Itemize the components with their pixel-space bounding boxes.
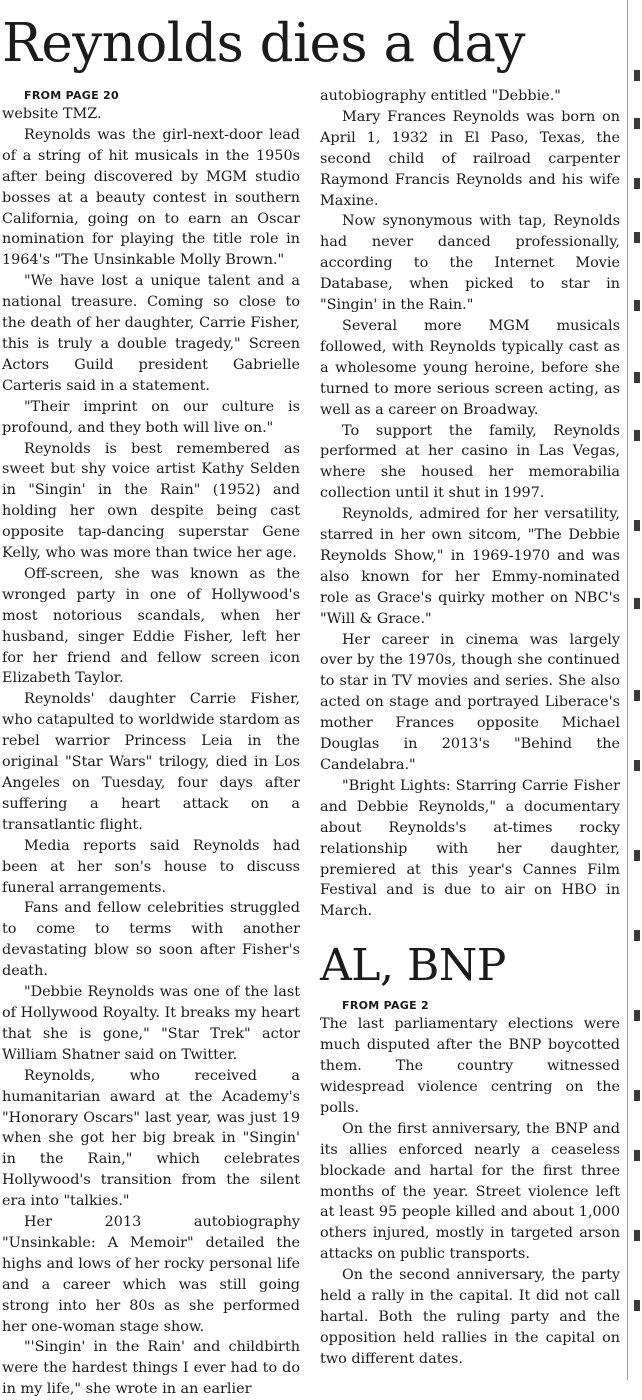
paragraph: Media reports said Reynolds had been at her son's house to discuss funeral arrangements. [2,837,300,896]
paragraph: The last parliamentary elections were much disputed after the BNP boycotted them. The country witnessed widespread violence centring on the polls. [320,1016,620,1116]
paragraph: autobiography entitled "Debbie." [320,88,561,104]
paragraph: On the second anniversary, the party held a rally in the capital. It did not call hartal. Both the ruling party and the opposition held rallies in the capital on two different dates. [320,1267,620,1367]
paragraph: Off-screen, she was known as the wronged party in one of Hollywood's most notorious scandals, when her husband, singer Eddie Fisher, left her for her friend and fellow screen icon Elizabeth Taylor. [2,565,300,687]
paragraph: Reynolds, who received a humanitarian award at the Academy's "Honorary Oscars" last year, was just 19 when she got her big break in "Singin' in the Rain," which celebrates Hollywood's transition from the silent era into "talkies." [2,1067,300,1210]
paragraph: Reynolds was the girl-next-door lead of a string of hit musicals in the 1950s after being discovered by MGM studio bosses at a beauty contest in southern California, going on to earn an Oscar nomination for playing the title role in 1964's "The Unsinkable Molly Brown." [2,126,300,269]
second-headline: AL, BNP [320,940,506,992]
paragraph: To support the family, Reynolds performed at her casino in Las Vegas, where she housed her memorabilia collection until it shut in 1997. [320,422,620,502]
jump-line: FROM PAGE 2 [342,999,430,1013]
paragraph: Mary Frances Reynolds was born on April 1, 1932 in El Paso, Texas, the second child of railroad carpenter Raymond Francis Reynolds and his wife Maxine. [320,108,620,209]
paragraph: Reynolds' daughter Carrie Fisher, who catapulted to worldwide stardom as rebel warrior Princess Leia in the original "Star Wars" trilogy, died in Los Angeles on Tuesday, four days after suffering a heart attack on a transatlantic flight. [2,691,300,833]
paragraph: Now synonymous with tap, Reynolds had never danced professionally, according to the Internet Movie Database, when picked to star in "Singin' in the Rain." [320,213,620,314]
paragraph: Her 2013 autobiography "Unsinkable: A Memoir" detailed the highs and lows of her rocky personal life and a career which was still going strong into her 80s as she performed her one-woman stage show. [2,1214,300,1335]
paragraph: Several more MGM musicals followed, with Reynolds typically cast as a wholesome young heroine, before she turned to more serious screen acting, as well as a career on Broadway. [320,317,620,418]
paragraph: "Debbie Reynolds was one of the last of Hollywood Royalty. It breaks my heart that she is gone," "Star Trek" actor William Shatner said on Twitter. [2,984,300,1063]
column-left [2,86,300,1400]
paragraph: Her career in cinema was largely over by the 1970s, though she continued to star in TV movies and series. She also acted on stage and portrayed Liberace's mother Frances opposite Michael Douglas in 2013's "Behind the Candelabra." [320,631,620,773]
paragraph: "We have lost a unique talent and a national treasure. Coming so close to the death of her daughter, Carrie Fisher, this is truly a double tragedy," Screen Actors Guild president Gabrielle Carteris said in a statement. [2,273,300,394]
column-divider [627,0,628,1380]
paragraph: "'Singin' in the Rain' and childbirth were the hardest things I ever had to do in my life," she wrote in an earlier [2,1339,300,1398]
paragraph: "Bright Lights: Starring Carrie Fisher and Debbie Reynolds," a documentary about Reynolds's at-times rocky relationship with her daughter, premiered at this year's Cannes Film Festival and is due to air on HBO in March. [320,777,620,920]
paragraph: On the first anniversary, the BNP and its allies enforced nearly a ceaseless blockade and hartal for the first three months of the year. Street violence left at least 95 people killed and about 1,000 others injured, mostly in targeted arson attacks on public transports. [320,1120,620,1263]
paragraph: Reynolds, admired for her versatility, starred in her own sitcom, "The Debbie Reynolds Show," in 1969-1970 and was also known for her Emmy-nominated role as Grace's quirky mother on NBC's "Will & Grace." [320,506,620,627]
column-right [320,86,620,1370]
adjacent-column-edge [631,0,642,1380]
paragraph: "Their imprint on our culture is profound, and they both will live on." [2,398,300,436]
jump-line: FROM PAGE 20 [24,89,119,102]
paragraph: Reynolds is best remembered as sweet but shy voice artist Kathy Selden in "Singin' in the Rain" (1952) and holding her own despite being cast opposite tap-dancing superstar Gene Kelly, who was more than twice her age. [2,440,300,562]
headline: Reynolds dies a day [2,13,525,74]
paragraph: Fans and fellow celebrities struggled to come to terms with another devastating blow so soon after Fisher's death. [2,900,300,980]
paragraph: website TMZ. [2,106,102,122]
